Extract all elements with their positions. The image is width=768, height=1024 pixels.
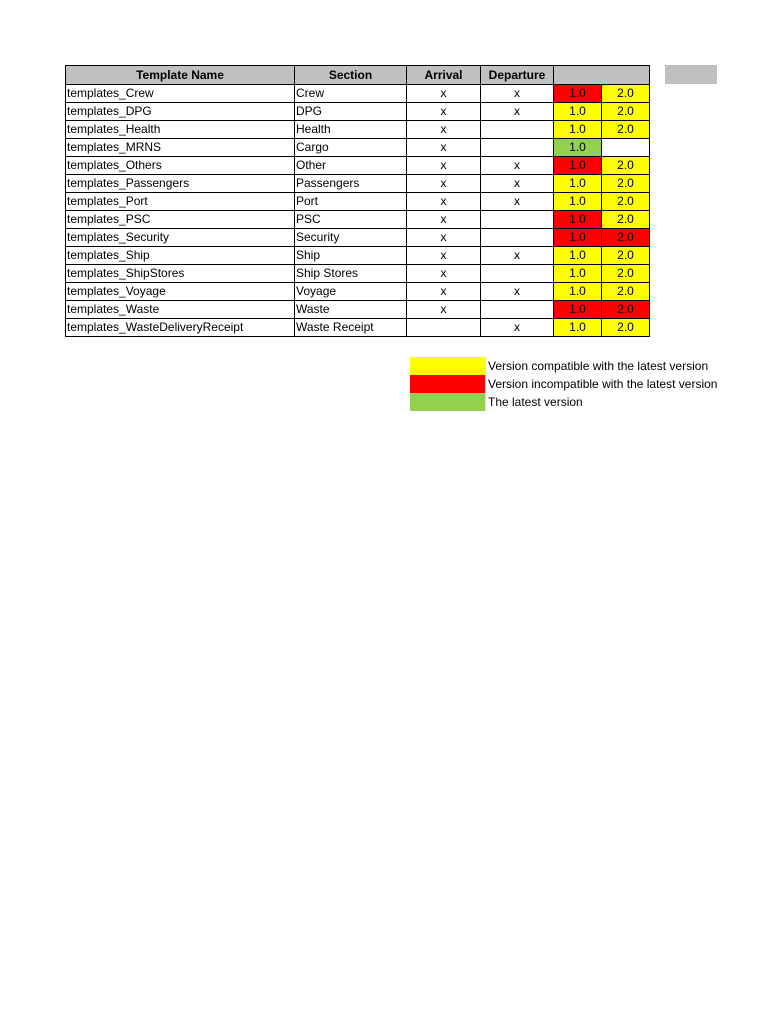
table-row [66, 139, 650, 157]
cell-version-2[interactable]: 2.0 [602, 103, 650, 121]
cell-template-name[interactable]: templates_Port [66, 193, 295, 211]
cell-arrival[interactable]: x [407, 157, 481, 175]
cell-section[interactable]: Health [295, 121, 407, 139]
legend-item-latest [410, 393, 666, 411]
cell-version-1[interactable]: 1.0 [554, 319, 602, 337]
cell-template-name[interactable]: templates_PSC [66, 211, 295, 229]
cell-departure[interactable]: x [481, 283, 554, 301]
cell-departure[interactable]: x [481, 247, 554, 265]
cell-section[interactable]: Ship Stores [295, 265, 407, 283]
cell-template-name[interactable]: templates_Others [66, 157, 295, 175]
templates-table [65, 65, 650, 337]
cell-version-1[interactable]: 1.0 [554, 139, 602, 157]
cell-version-2[interactable]: 2.0 [602, 121, 650, 139]
cell-section[interactable]: Crew [295, 85, 407, 103]
table-row [66, 121, 650, 139]
cell-section[interactable]: PSC [295, 211, 407, 229]
cell-departure[interactable]: x [481, 85, 554, 103]
cell-version-2[interactable]: 2.0 [602, 211, 650, 229]
cell-version-2[interactable] [602, 139, 650, 157]
cell-version-1[interactable]: 1.0 [554, 211, 602, 229]
cell-section[interactable]: Ship [295, 247, 407, 265]
table-row [66, 211, 650, 229]
cell-arrival[interactable]: x [407, 103, 481, 121]
cell-version-2[interactable]: 2.0 [602, 319, 650, 337]
table-row [66, 301, 650, 319]
table-row [66, 85, 650, 103]
cell-arrival[interactable]: x [407, 175, 481, 193]
cell-template-name[interactable]: templates_Ship [66, 247, 295, 265]
cell-template-name[interactable]: templates_Voyage [66, 283, 295, 301]
table-row [66, 229, 650, 247]
legend-label: Version incompatible with the latest version [488, 377, 718, 391]
cell-version-2[interactable]: 2.0 [602, 265, 650, 283]
cell-arrival[interactable]: x [407, 265, 481, 283]
cell-departure[interactable] [481, 139, 554, 157]
legend-item-incompatible [410, 375, 718, 393]
cell-version-2[interactable]: 2.0 [602, 85, 650, 103]
cell-template-name[interactable]: templates_Security [66, 229, 295, 247]
cell-version-1[interactable]: 1.0 [554, 103, 602, 121]
cell-section[interactable]: Waste Receipt [295, 319, 407, 337]
header-departure: Departure [481, 66, 554, 85]
cell-arrival[interactable]: x [407, 211, 481, 229]
cell-departure[interactable]: x [481, 193, 554, 211]
table-row [66, 283, 650, 301]
header-section: Section [295, 66, 407, 85]
cell-arrival[interactable]: x [407, 193, 481, 211]
table-row [66, 265, 650, 283]
cell-version-2[interactable]: 2.0 [602, 175, 650, 193]
cell-template-name[interactable]: templates_Health [66, 121, 295, 139]
table-row [66, 103, 650, 121]
cell-version-1[interactable]: 1.0 [554, 85, 602, 103]
cell-arrival[interactable]: x [407, 229, 481, 247]
cell-version-1[interactable]: 1.0 [554, 229, 602, 247]
cell-section[interactable]: Passengers [295, 175, 407, 193]
cell-section[interactable]: Voyage [295, 283, 407, 301]
cell-arrival[interactable]: x [407, 247, 481, 265]
cell-version-2[interactable]: 2.0 [602, 157, 650, 175]
cell-departure[interactable] [481, 211, 554, 229]
table-row [66, 247, 650, 265]
cell-version-1[interactable]: 1.0 [554, 283, 602, 301]
cell-version-2[interactable]: 2.0 [602, 247, 650, 265]
legend-swatch-red [410, 375, 486, 393]
cell-departure[interactable]: x [481, 319, 554, 337]
cell-section[interactable]: Waste [295, 301, 407, 319]
cell-version-2[interactable]: 2.0 [602, 283, 650, 301]
cell-departure[interactable] [481, 265, 554, 283]
cell-version-1[interactable]: 1.0 [554, 121, 602, 139]
cell-section[interactable]: Other [295, 157, 407, 175]
cell-section[interactable]: DPG [295, 103, 407, 121]
legend-item-compatible [410, 357, 709, 375]
cell-arrival[interactable]: x [407, 85, 481, 103]
cell-departure[interactable]: x [481, 103, 554, 121]
cell-arrival[interactable]: x [407, 283, 481, 301]
cell-departure[interactable] [481, 301, 554, 319]
cell-template-name[interactable]: templates_WasteDeliveryReceipt [66, 319, 295, 337]
cell-departure[interactable]: x [481, 157, 554, 175]
cell-version-2[interactable]: 2.0 [602, 301, 650, 319]
cell-version-2[interactable]: 2.0 [602, 193, 650, 211]
legend [410, 357, 718, 411]
table-row [66, 193, 650, 211]
cell-template-name[interactable]: templates_Passengers [66, 175, 295, 193]
cell-section[interactable]: Cargo [295, 139, 407, 157]
cell-version-1[interactable]: 1.0 [554, 301, 602, 319]
header-arrival: Arrival [407, 66, 481, 85]
cell-version-1[interactable]: 1.0 [554, 247, 602, 265]
table-row [66, 157, 650, 175]
header-overflow-cell [665, 65, 717, 84]
legend-swatch-green [410, 393, 486, 411]
cell-template-name[interactable]: templates_Waste [66, 301, 295, 319]
cell-arrival[interactable] [407, 319, 481, 337]
cell-version-1[interactable]: 1.0 [554, 157, 602, 175]
table-row [66, 175, 650, 193]
table-row [66, 319, 650, 337]
header-row [66, 66, 650, 85]
cell-version-1[interactable]: 1.0 [554, 175, 602, 193]
cell-section[interactable]: Security [295, 229, 407, 247]
legend-label: The latest version [488, 395, 583, 409]
cell-template-name[interactable]: templates_Crew [66, 85, 295, 103]
spreadsheet [65, 65, 665, 337]
cell-version-1[interactable]: 1.0 [554, 193, 602, 211]
cell-arrival[interactable]: x [407, 121, 481, 139]
cell-departure[interactable]: x [481, 175, 554, 193]
cell-version-2[interactable]: 2.0 [602, 229, 650, 247]
cell-template-name[interactable]: templates_ShipStores [66, 265, 295, 283]
legend-swatch-yellow [410, 357, 486, 375]
cell-template-name[interactable]: templates_DPG [66, 103, 295, 121]
header-template-name: Template Name [66, 66, 295, 85]
header-version [554, 66, 650, 85]
cell-template-name[interactable]: templates_MRNS [66, 139, 295, 157]
cell-version-1[interactable]: 1.0 [554, 265, 602, 283]
cell-departure[interactable] [481, 121, 554, 139]
cell-departure[interactable] [481, 229, 554, 247]
cell-arrival[interactable]: x [407, 139, 481, 157]
cell-arrival[interactable]: x [407, 301, 481, 319]
cell-section[interactable]: Port [295, 193, 407, 211]
legend-label: Version compatible with the latest version [488, 359, 709, 373]
